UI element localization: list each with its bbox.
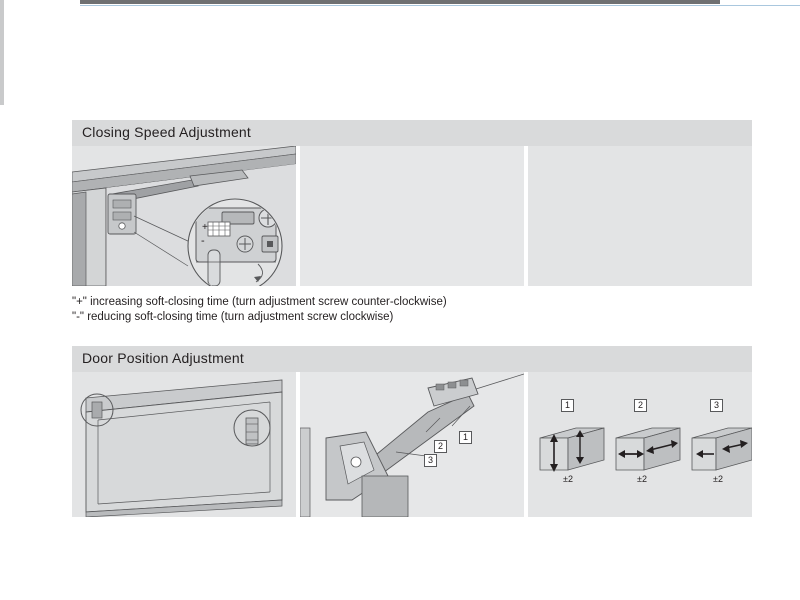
- note-increasing-time: "+" increasing soft-closing time (turn adjustment screw counter-clockwise): [72, 296, 447, 308]
- figure-closing-speed-middle: [300, 146, 524, 286]
- tolerance-1: ±2: [563, 474, 573, 484]
- drawing-lift-mechanism: [300, 372, 524, 517]
- box-horizontal: [616, 428, 680, 470]
- figure-door-position-left: [72, 372, 296, 517]
- box-vertical: [540, 428, 604, 472]
- plus-label: +: [202, 222, 208, 233]
- section-header-door-position: [72, 346, 752, 372]
- section-title: Door Position Adjustment: [82, 350, 244, 366]
- callout-2: 2: [434, 440, 447, 453]
- figure-door-position-right: [528, 372, 752, 517]
- tolerance-2: ±2: [637, 474, 647, 484]
- header-rule-decoration: [80, 5, 800, 6]
- drawing-adjustment-boxes: [528, 372, 752, 517]
- box-index-3: 3: [710, 399, 723, 412]
- box-depth: [692, 428, 752, 470]
- note-reducing-time: "-" reducing soft-closing time (turn adjustment screw clockwise): [72, 311, 394, 323]
- section-header-closing-speed: [72, 120, 752, 146]
- box-index-2: 2: [634, 399, 647, 412]
- drawing-cabinet-front: [72, 372, 296, 517]
- tolerance-3: ±2: [713, 474, 723, 484]
- left-margin-rule: [0, 0, 4, 105]
- figure-door-position-middle: [300, 372, 524, 517]
- callout-3: 3: [424, 454, 437, 467]
- minus-label: -: [201, 235, 205, 247]
- drawing-cabinet-hinge-detail: [72, 146, 296, 286]
- section-title: Closing Speed Adjustment: [82, 124, 252, 140]
- figure-closing-speed-right: [528, 146, 752, 286]
- figure-closing-speed-left: [72, 146, 296, 286]
- header-bar-decoration: [80, 0, 720, 4]
- box-index-1: 1: [561, 399, 574, 412]
- callout-1: 1: [459, 431, 472, 444]
